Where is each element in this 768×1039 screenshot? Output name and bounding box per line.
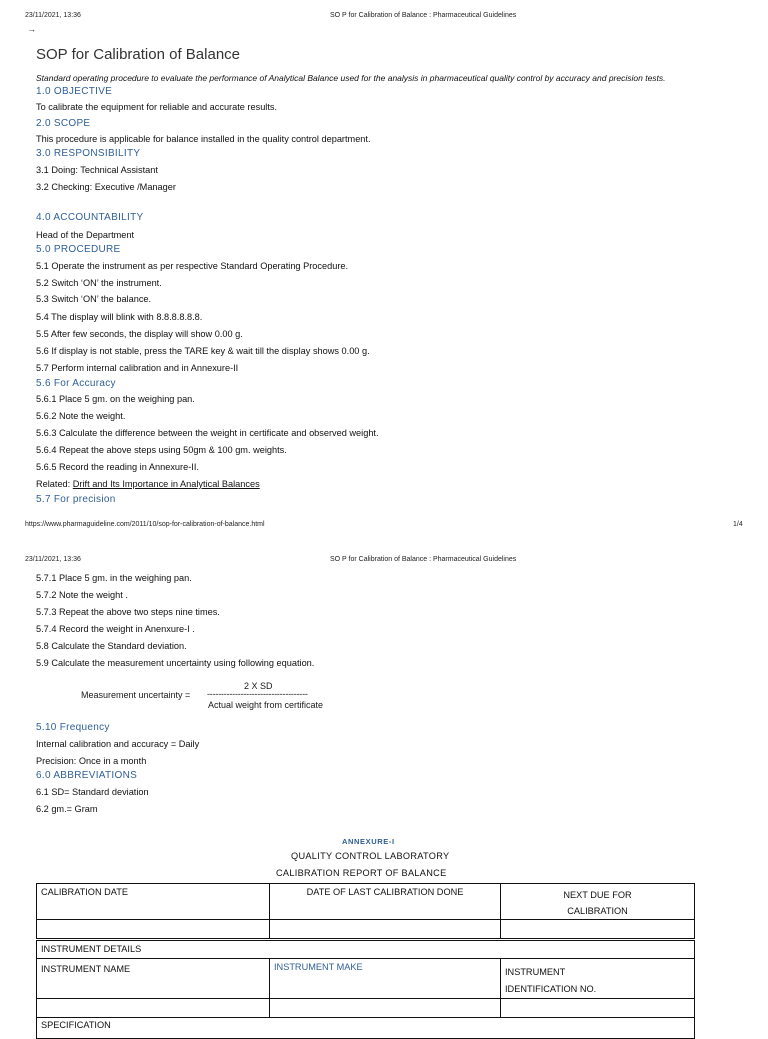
procedure-step-5-4: 5.4 The display will blink with 8.8.8.8.8.8. (36, 312, 203, 322)
section-precision-title: 5.7 For precision (36, 494, 116, 505)
procedure-step-5-3: 5.3 Switch ‘ON’ the balance. (36, 294, 152, 304)
equation-numerator: 2 X SD (244, 681, 273, 691)
next-due-header-line1: NEXT DUE FOR (563, 890, 632, 900)
lab-title: QUALITY CONTROL LABORATORY (291, 851, 450, 861)
frequency-monthly: Precision: Once in a month (36, 756, 147, 766)
section-objective-title: 1.0 OBJECTIVE (36, 86, 113, 97)
accuracy-step-5-6-2: 5.6.2 Note the weight. (36, 411, 126, 421)
scope-text: This procedure is applicable for balance installed in the quality control department. (36, 134, 371, 144)
accuracy-step-5-6-1: 5.6.1 Place 5 gm. on the weighing pan. (36, 394, 195, 404)
page-title: SOP for Calibration of Balance (36, 46, 241, 63)
section-accountability-title: 4.0 ACCOUNTABILITY (36, 212, 144, 223)
instrument-details-header: INSTRUMENT DETAILS (37, 941, 695, 959)
precision-step-5-7-2: 5.7.2 Note the weight . (36, 590, 128, 600)
instrument-id-header (501, 959, 695, 999)
procedure-step-5-1: 5.1 Operate the instrument as per respective Standard Operating Procedure. (36, 261, 349, 271)
section-abbreviations-title: 6.0 ABBREVIATIONS (36, 770, 138, 781)
section-responsibility-title: 3.0 RESPONSIBILITY (36, 148, 141, 159)
intro-text: Standard operating procedure to evaluate the performance of Analytical Balance used for the analysis in pharmaceutical quality control by accuracy and precision tests. (36, 73, 666, 83)
abbreviation-gm: 6.2 gm.= Gram (36, 804, 98, 814)
last-calibration-header: DATE OF LAST CALIBRATION DONE (270, 884, 501, 920)
footer-url[interactable]: https://www.pharmaguideline.com/2011/10/sop-for-calibration-of-balance.html (25, 521, 265, 528)
calibration-date-header: CALIBRATION DATE (37, 884, 270, 920)
specification-row (36, 1017, 695, 1039)
abbreviation-sd: 6.1 SD= Standard deviation (36, 787, 149, 797)
accountability-text: Head of the Department (36, 230, 135, 240)
instrument-details-table (36, 940, 695, 1018)
next-due-header-line2: CALIBRATION (567, 906, 628, 916)
objective-text: To calibrate the equipment for reliable and accurate results. (36, 102, 278, 112)
print-date-page2: 23/11/2021, 13:36 (25, 556, 81, 563)
instrument-id-cell[interactable] (501, 999, 695, 1018)
annexure-title: ANNEXURE-I (342, 837, 395, 846)
section-procedure-title: 5.0 PROCEDURE (36, 244, 121, 255)
procedure-step-5-5: 5.5 After few seconds, the display will show 0.00 g. (36, 329, 243, 339)
responsibility-doing: 3.1 Doing: Technical Assistant (36, 165, 158, 175)
procedure-step-5-2: 5.2 Switch ‘ON’ the instrument. (36, 278, 162, 288)
section-accuracy-title: 5.6 For Accuracy (36, 378, 116, 389)
instrument-id-header-line1: INSTRUMENT (505, 967, 566, 977)
arrow-icon: → (27, 24, 36, 34)
calibration-date-cell[interactable] (37, 920, 270, 939)
print-header-title: SO P for Calibration of Balance : Pharmaceutical Guidelines (330, 12, 517, 19)
equation-denominator: Actual weight from certificate (208, 700, 324, 710)
procedure-step-5-7: 5.7 Perform internal calibration and in Annexure-II (36, 363, 239, 373)
instrument-name-cell[interactable] (37, 999, 270, 1018)
last-calibration-cell[interactable] (270, 920, 501, 939)
related-link[interactable]: Drift and Its Importance in Analytical Balances (72, 479, 260, 489)
next-due-header (501, 884, 695, 920)
section-frequency-title: 5.10 Frequency (36, 722, 110, 733)
equation-fraction-line: ------------------------------------ (207, 689, 308, 699)
instrument-make-header: INSTRUMENT MAKE (270, 959, 501, 999)
report-title: CALIBRATION REPORT OF BALANCE (276, 868, 447, 878)
related-label: Related: (36, 479, 71, 489)
accuracy-step-5-6-4: 5.6.4 Repeat the above steps using 50gm & 100 gm. weights. (36, 445, 287, 455)
print-header-title-page2: SO P for Calibration of Balance : Pharmaceutical Guidelines (330, 556, 517, 563)
accuracy-step-5-6-3: 5.6.3 Calculate the difference between the weight in certificate and observed weight. (36, 428, 379, 438)
equation-label: Measurement uncertainty = (81, 690, 191, 700)
related-line (36, 479, 260, 489)
precision-step-5-7-4: 5.7.4 Record the weight in Anenxure-I . (36, 624, 195, 634)
instrument-id-header-line2: IDENTIFICATION NO. (505, 984, 597, 994)
frequency-daily: Internal calibration and accuracy = Daily (36, 739, 200, 749)
step-5-8: 5.8 Calculate the Standard deviation. (36, 641, 187, 651)
footer-page-number: 1/4 (733, 521, 743, 528)
instrument-name-header: INSTRUMENT NAME (37, 959, 270, 999)
next-due-cell[interactable] (501, 920, 695, 939)
precision-step-5-7-3: 5.7.3 Repeat the above two steps nine times. (36, 607, 220, 617)
section-scope-title: 2.0 SCOPE (36, 118, 91, 129)
accuracy-step-5-6-5: 5.6.5 Record the reading in Annexure-II. (36, 462, 199, 472)
responsibility-checking: 3.2 Checking: Executive /Manager (36, 182, 176, 192)
instrument-make-cell[interactable] (270, 999, 501, 1018)
step-5-9: 5.9 Calculate the measurement uncertainty using following equation. (36, 658, 315, 668)
print-date: 23/11/2021, 13:36 (25, 12, 81, 19)
precision-step-5-7-1: 5.7.1 Place 5 gm. in the weighing pan. (36, 573, 192, 583)
specification-header: SPECIFICATION (41, 1020, 111, 1030)
calibration-dates-table (36, 883, 695, 939)
procedure-step-5-6: 5.6 If display is not stable, press the TARE key & wait till the display shows 0.00 g. (36, 346, 370, 356)
